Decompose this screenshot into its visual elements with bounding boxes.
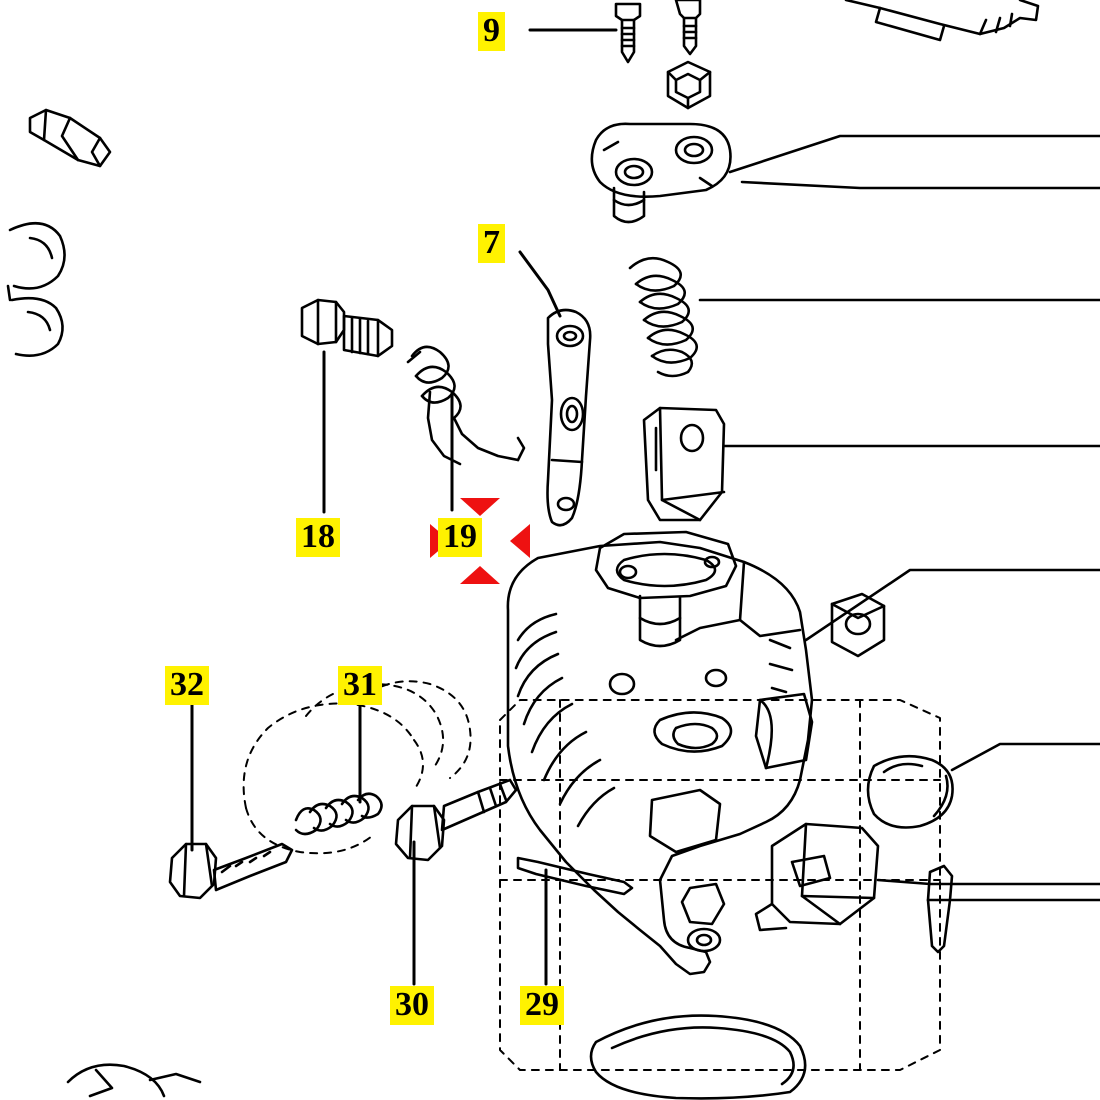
part-top-right-rod bbox=[846, 0, 1038, 40]
leader-sleeve-right bbox=[952, 744, 1100, 770]
part-bushing-right bbox=[832, 594, 884, 656]
part-31-spring bbox=[296, 794, 382, 834]
leader-bracket-right-2 bbox=[742, 182, 1100, 188]
part-7-throttle-lever bbox=[548, 310, 591, 525]
part-gasket-bottom bbox=[591, 1016, 805, 1099]
part-spring-large bbox=[630, 258, 697, 376]
part-bottom-left-fragment bbox=[68, 1065, 200, 1096]
callout-32[interactable]: 32 bbox=[165, 666, 209, 705]
callout-7[interactable]: 7 bbox=[478, 224, 505, 263]
part-32-long-screw bbox=[170, 844, 292, 898]
leader-body-right bbox=[806, 570, 1100, 640]
part-throttle-bracket bbox=[592, 124, 731, 222]
part-19-wire-spring bbox=[408, 347, 524, 464]
part-hex-nut bbox=[668, 62, 710, 108]
callout-29[interactable]: 29 bbox=[520, 986, 564, 1025]
callout-30[interactable]: 30 bbox=[390, 986, 434, 1025]
callout-9[interactable]: 9 bbox=[478, 12, 505, 51]
callout-leaders bbox=[192, 30, 616, 984]
leader-bracket-right bbox=[730, 136, 1100, 172]
part-29-float-pin bbox=[518, 858, 632, 894]
callout-18[interactable]: 18 bbox=[296, 518, 340, 557]
part-18-idle-screw bbox=[302, 300, 392, 356]
callout-19[interactable]: 19 bbox=[438, 518, 482, 557]
part-body-fragment-left bbox=[8, 223, 65, 355]
part-9-screws bbox=[616, 0, 700, 62]
part-bolt-top-left bbox=[30, 110, 110, 166]
part-choke-bracket bbox=[644, 408, 724, 520]
callout-31[interactable]: 31 bbox=[338, 666, 382, 705]
